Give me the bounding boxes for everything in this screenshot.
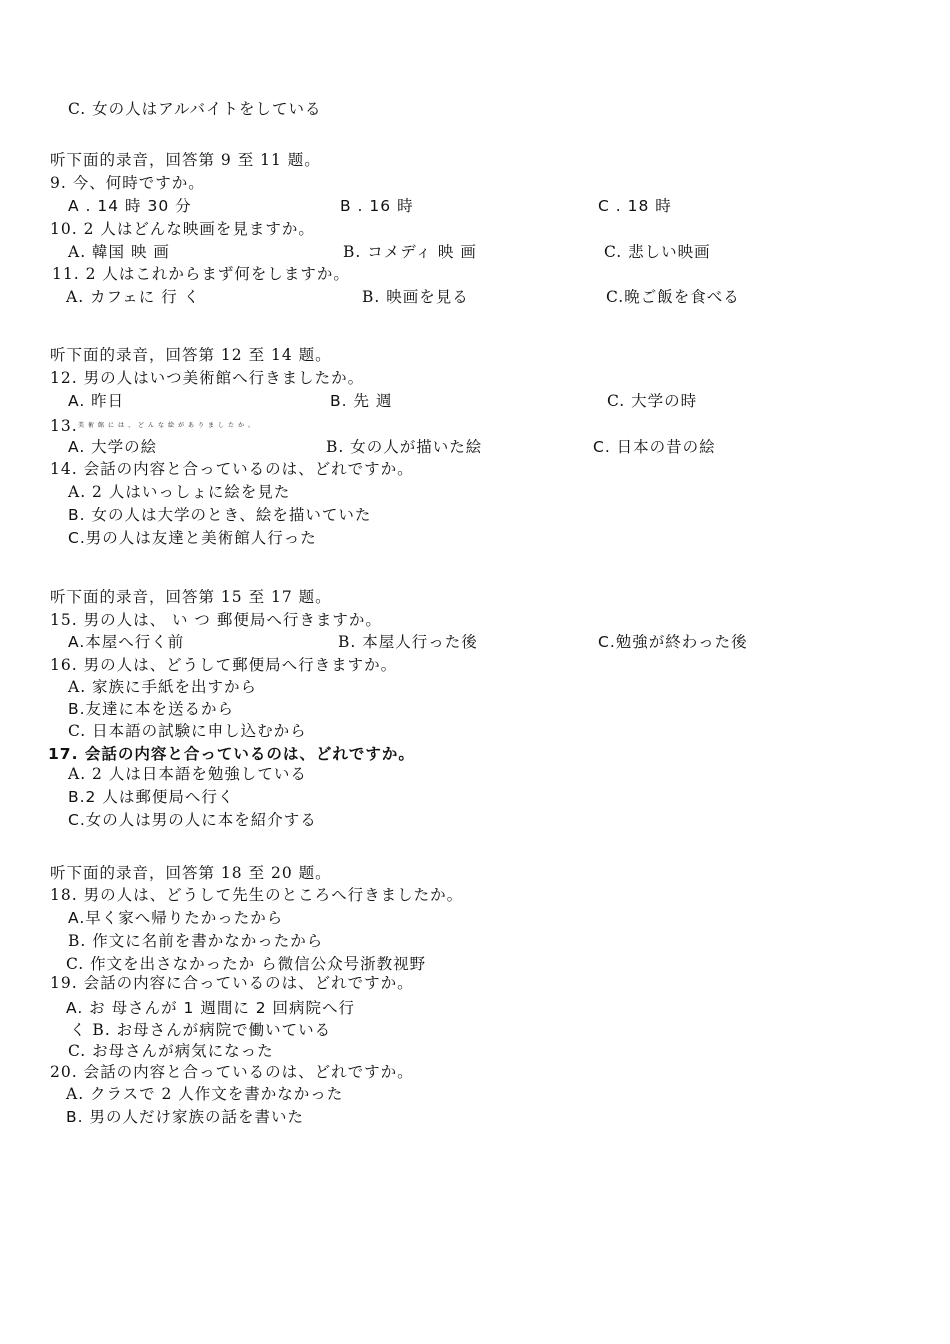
q9-option-c: C . 18 時 (598, 197, 672, 215)
q18-option-b: B. 作文に名前を書かなかったから (68, 932, 324, 950)
q20-option-a: A. クラスで 2 人作文を書かなかった (66, 1085, 344, 1103)
section-heading-12-14: 听下面的录音，回答第 12 至 14 题。 (50, 346, 332, 364)
q10-option-b: B. コメディ 映 画 (343, 243, 477, 261)
q16-option-c: C. 日本語の試験に申し込むから (68, 722, 307, 740)
question-19: 19. 会話の内容に合っているのは、どれですか。 (50, 974, 414, 992)
q20-option-b: B. 男の人だけ家族の話を書いた (66, 1108, 304, 1126)
q12-option-a: A. 昨日 (68, 392, 125, 410)
q9-option-a: A . 14 時 30 分 (68, 197, 192, 215)
q17-option-b: B.2 人は郵便局へ行く (68, 788, 235, 806)
question-17: 17. 会話の内容と合っているのは、どれですか。 (48, 745, 415, 763)
q10-option-a: A. 韓国 映 画 (68, 243, 170, 261)
q11-option-a: A. カフェに 行 く (66, 288, 201, 306)
question-20: 20. 会話の内容と合っているのは、どれですか。 (50, 1063, 414, 1081)
q13-option-c: C. 日本の昔の絵 (593, 438, 716, 456)
section-heading-18-20: 听下面的录音，回答第 18 至 20 题。 (50, 864, 332, 882)
q15-option-c: C.勉強が終わった後 (598, 633, 748, 651)
section-heading-9-11: 听下面的录音，回答第 9 至 11 题。 (50, 151, 321, 169)
q19-option-b: く B. お母さんが病院で働いている (70, 1021, 332, 1039)
q17-option-c: C.女の人は男の人に本を紹介する (68, 811, 317, 829)
question-11: 11. 2 人はこれからまず何をしますか。 (52, 265, 350, 283)
q14-option-b: B. 女の人は大学のとき、絵を描いていた (68, 506, 372, 524)
q15-option-a: A.本屋へ行く前 (68, 633, 185, 651)
question-16: 16. 男の人は、どうして郵便局へ行きますか。 (50, 656, 398, 674)
q18-option-c: C. 作文を出さなかったか ら微信公众号浙教视野 (66, 955, 427, 973)
q11-option-c: C.晩ご飯を食べる (606, 288, 740, 306)
q16-option-a: A. 家族に手紙を出すから (68, 678, 258, 696)
question-14: 14. 会話の内容と合っているのは、どれですか。 (50, 460, 414, 478)
q12-option-c: C. 大学の時 (607, 392, 698, 410)
q13-option-a: A. 大学の絵 (68, 438, 158, 456)
question-15: 15. 男の人は、 い つ 郵便局へ行きますか。 (50, 611, 382, 629)
q14-option-a: A. 2 人はいっしょに絵を見た (68, 483, 291, 501)
question-18: 18. 男の人は、どうして先生のところへ行きましたか。 (50, 886, 464, 904)
q15-option-b: B. 本屋人行った後 (338, 633, 478, 651)
q10-option-c: C. 悲しい映画 (604, 243, 711, 261)
question-13-number: 13. (50, 417, 78, 435)
q16-option-b: B.友達に本を送るから (68, 700, 235, 718)
question-9: 9. 今、何時ですか。 (50, 174, 205, 192)
option-c-line: C. 女の人はアルバイトをしている (68, 100, 322, 118)
q13-option-b: B. 女の人が描いた絵 (326, 438, 483, 456)
question-10: 10. 2 人はどんな映画を見ますか。 (50, 220, 315, 238)
q17-option-a: A. 2 人は日本語を勉強している (68, 765, 307, 783)
question-12: 12. 男の人はいつ美術館へ行きましたか。 (50, 369, 365, 387)
question-13-text: 美術館には、どんな絵がありましたか。 (78, 422, 259, 429)
q19-option-c: C. お母さんが病気になった (68, 1042, 274, 1060)
section-heading-15-17: 听下面的录音，回答第 15 至 17 题。 (50, 588, 332, 606)
q11-option-b: B. 映画を見る (362, 288, 469, 306)
q14-option-c: C.男の人は友達と美術館人行った (68, 529, 317, 547)
q12-option-b: B. 先 週 (330, 392, 393, 410)
q18-option-a: A.早く家へ帰りたかったから (68, 909, 284, 927)
q19-option-a: A. お 母さんが 1 週間に 2 回病院へ行 (66, 999, 356, 1017)
q9-option-b: B . 16 時 (340, 197, 414, 215)
